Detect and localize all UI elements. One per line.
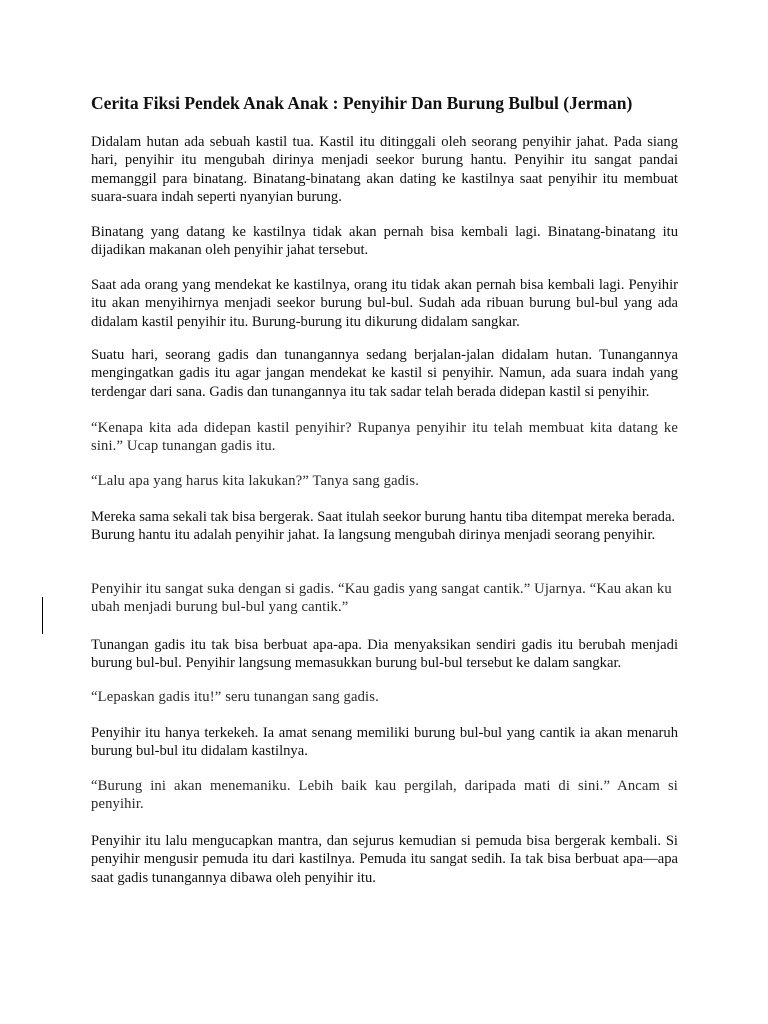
paragraph-13: Penyihir itu lalu mengucapkan mantra, dan sejurus kemudian si pemuda bisa bergerak kembali. Si penyihir mengusir pemuda itu dari kastilnya. Pemuda itu sangat sedih. Ia tak bisa berbuat apa—apa saat gadis tunangannya dibawa oleh penyihir itu. bbox=[91, 833, 678, 886]
paragraph-7: Mereka sama sekali tak bisa bergerak. Saat itulah seekor burung hantu tiba ditempat mereka berada. Burung hantu itu adalah penyihir jahat. Ia langsung mengubah dirinya menjadi seorang penyihir. bbox=[91, 509, 676, 544]
paragraph-11: Penyihir itu hanya terkekeh. Ia amat senang memiliki burung bul-bul yang cantik ia akan menaruh burung bul-bul itu didalam kastilnya. bbox=[91, 725, 678, 760]
document-title: Cerita Fiksi Pendek Anak Anak : Penyihir Dan Burung Bulbul (Jerman) bbox=[91, 93, 633, 113]
paragraph-12: “Burung ini akan menemaniku. Lebih baik kau pergilah, daripada mati di sini.” Ancam si penyihir. bbox=[91, 778, 678, 813]
paragraph-9: Tunangan gadis itu tak bisa berbuat apa-apa. Dia menyaksikan sendiri gadis itu berubah menjadi burung bul-bul. Penyihir langsung memasukkan burung bul-bul tersebut ke dalam sangkar. bbox=[91, 637, 678, 672]
paragraph-2: Binatang yang datang ke kastilnya tidak akan pernah bisa kembali lagi. Binatang-binatang itu dijadikan makanan oleh penyihir jahat tersebut. bbox=[91, 224, 678, 259]
paragraph-8: Penyihir itu sangat suka dengan si gadis. “Kau gadis yang sangat cantik.” Ujarnya. “Kau akan ku ubah menjadi burung bul-bul yang cantik.” bbox=[91, 581, 672, 616]
text-cursor bbox=[42, 597, 43, 634]
paragraph-4: Suatu hari, seorang gadis dan tunangannya sedang berjalan-jalan didalam hutan. Tunangannya mengingatkan gadis itu agar jangan mendekat ke kastil si penyihir. Namun, ada suara indah yang terdengar dari sana. Gadis dan tunangannya itu tak sadar telah berada didepan kastil si penyihir. bbox=[91, 347, 678, 400]
paragraph-3: Saat ada orang yang mendekat ke kastilnya, orang itu tidak akan pernah bisa kembali lagi. Penyihir itu akan menyihirnya menjadi seekor burung bul-bul. Sudah ada ribuan burung bul-bul yang ada didalam kastil penyihir itu. Burung-burung itu dikurung didalam sangkar. bbox=[91, 277, 678, 330]
paragraph-6: “Lalu apa yang harus kita lakukan?” Tanya sang gadis. bbox=[91, 473, 420, 489]
paragraph-1: Didalam hutan ada sebuah kastil tua. Kastil itu ditinggali oleh seorang penyihir jahat. Pada siang hari, penyihir itu mengubah dirinya menjadi seekor burung hantu. Penyihir itu sangat pandai memanggil para binatang. Binatang-binatang akan dating ke kastilnya saat penyihir itu membuat suara-suara indah seperti nyanyian burung. bbox=[91, 134, 678, 206]
paragraph-10: “Lepaskan gadis itu!” seru tunangan sang gadis. bbox=[91, 689, 379, 705]
paragraph-5: “Kenapa kita ada didepan kastil penyihir? Rupanya penyihir itu telah membuat kita datang ke sini.” Ucap tunangan gadis itu. bbox=[91, 420, 678, 455]
